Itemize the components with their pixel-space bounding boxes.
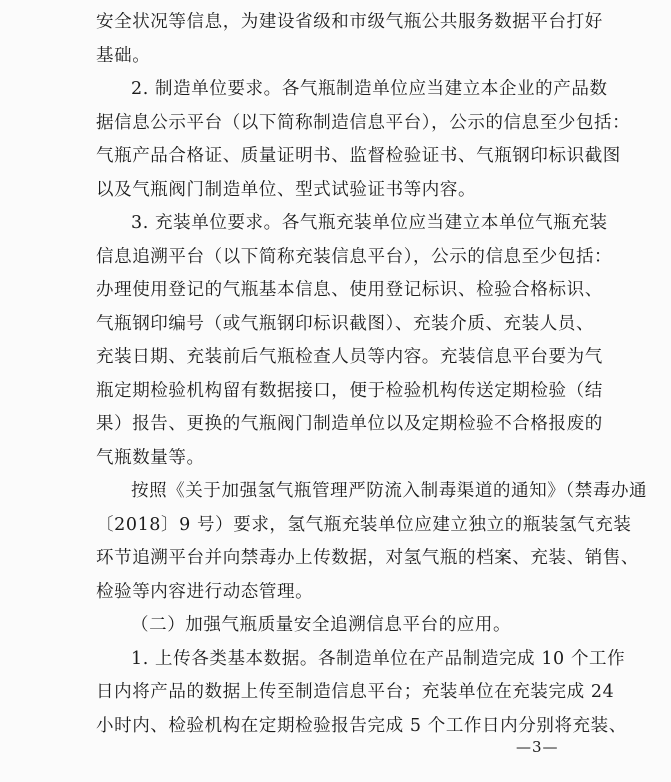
text-line: 气瓶钢印编号（或气瓶钢印标识截图）、充装介质、充装人员、	[96, 313, 595, 334]
text-line: 充装日期、充装前后气瓶检查人员等内容。充装信息平台要为气	[96, 347, 603, 367]
text-line: 信息追溯平台（以下简称充装信息平台），公示的信息至少包括：	[96, 246, 613, 267]
text-line: 办理使用登记的气瓶基本信息、使用登记标识、检验合格标识、	[96, 280, 603, 300]
text-line: 基础。	[96, 45, 151, 66]
text-line: 果）报告、更换的气瓶阀门制造单位以及定期检验不合格报废的	[96, 414, 603, 434]
page-number: —3—	[516, 738, 559, 756]
text-line: 〔2018〕9 号）要求，氢气瓶充装单位应建立独立的瓶装氢气充装	[96, 514, 632, 535]
text-line: 以及气瓶阀门制造单位、型式试验证书等内容。	[96, 179, 477, 200]
text-line: 日内将产品的数据上传至制造信息平台；充装单位在充装完成 24	[96, 682, 615, 702]
document-body	[96, 6, 648, 743]
text-line: 小时内、检验机构在定期检验报告完成 5 个工作日内分别将充装、	[96, 715, 627, 736]
text-line: 气瓶产品合格证、质量证明书、监督检验证书、气瓶钢印标识截图	[96, 146, 621, 166]
text-line: 按照《关于加强氢气瓶管理严防流入制毒渠道的通知》（禁毒办通	[131, 481, 648, 501]
text-line: 据信息公示平台（以下简称制造信息平台），公示的信息至少包括：	[96, 112, 631, 133]
text-line: 环节追溯平台并向禁毒办上传数据，对氢气瓶的档案、充装、销售、	[96, 548, 639, 568]
text-line: 气瓶数量等。	[96, 447, 205, 468]
text-line: 瓶定期检验机构留有数据接口，便于检验机构传送定期检验（结	[96, 380, 603, 401]
text-line: 检验等内容进行动态管理。	[96, 581, 314, 602]
text-line: 1. 上传各类基本数据。各制造单位在产品制造完成 10 个工作	[131, 648, 626, 669]
text-line: 2. 制造单位要求。各气瓶制造单位应当建立本企业的产品数	[131, 79, 608, 99]
section-heading: （二）加强气瓶质量安全追溯信息平台的应用。	[131, 615, 512, 635]
text-line: 安全状况等信息，为建设省级和市级气瓶公共服务数据平台打好	[96, 12, 603, 32]
text-line: 3. 充装单位要求。各气瓶充装单位应当建立本单位气瓶充装	[131, 213, 608, 233]
